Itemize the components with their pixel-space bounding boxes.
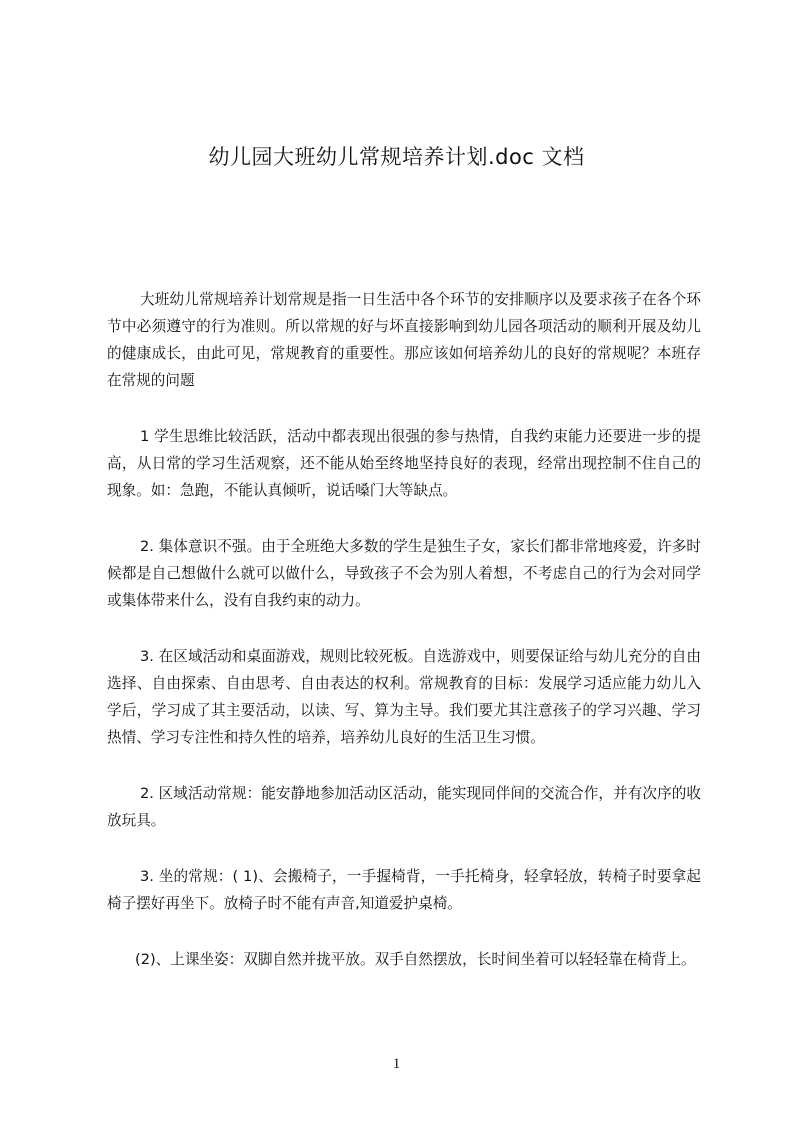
paragraph-area-activity: 2. 区域活动常规：能安静地参加活动区活动，能实现同伴间的交流合作，并有次序的收放玩具。 bbox=[107, 785, 701, 829]
paragraph-item-2: 2. 集体意识不强。由于全班绝大多数的学生是独生子女，家长们都非常地疼爱，许多时候都是自己想做什么就可以做什么，导致孩子不会为别人着想，不考虑自己的行为会对同学或集体带来什么，没有自我约束的动力。 bbox=[107, 538, 701, 609]
page-number: 1 bbox=[392, 1056, 401, 1072]
paragraph-sitting-posture: (2)、上课坐姿：双脚自然并拢平放。双手自然摆放，长时间坐着可以轻轻靠在椅背上。 bbox=[135, 951, 696, 968]
paragraph-sitting-rules: 3. 坐的常规：( 1)、会搬椅子，一手握椅背，一手托椅身，轻拿轻放，转椅子时要拿起椅子摆好再坐下。放椅子时不能有声音,知道爱护桌椅。 bbox=[107, 868, 701, 912]
paragraph-item-3: 3. 在区域活动和桌面游戏，规则比较死板。自选游戏中，则要保证给与幼儿充分的自由选择、自由探索、自由思考、自由表达的权利。常规教育的目标：发展学习适应能力幼儿入学后，学习成了其主要活动，以读、写、算为主导。我们要尤其注意孩子的学习兴趣、学习热情、学习专注性和持久性的培养，培养幼儿良好的生活卫生习惯。 bbox=[107, 648, 701, 746]
document-body bbox=[107, 286, 701, 1002]
paragraph-intro: 大班幼儿常规培养计划常规是指一日生活中各个环节的安排顺序以及要求孩子在各个环节中必须遵守的行为准则。所以常规的好与坏直接影响到幼儿园各项活动的顺利开展及幼儿的健康成长，由此可见，常规教育的重要性。那应该如何培养幼儿的良好的常规呢？本班存在常规的问题 bbox=[107, 291, 701, 389]
document-title: 幼儿园大班幼儿常规培养计划.doc 文档 bbox=[208, 145, 585, 169]
paragraph-item-1: 1 学生思维比较活跃，活动中都表现出很强的参与热情，自我约束能力还要进一步的提高，从日常的学习生活观察，还不能从始至终地坚持良好的表现，经常出现控制不住自己的现象。如：急跑，不能认真倾听，说话嗓门大等缺点。 bbox=[107, 428, 701, 499]
